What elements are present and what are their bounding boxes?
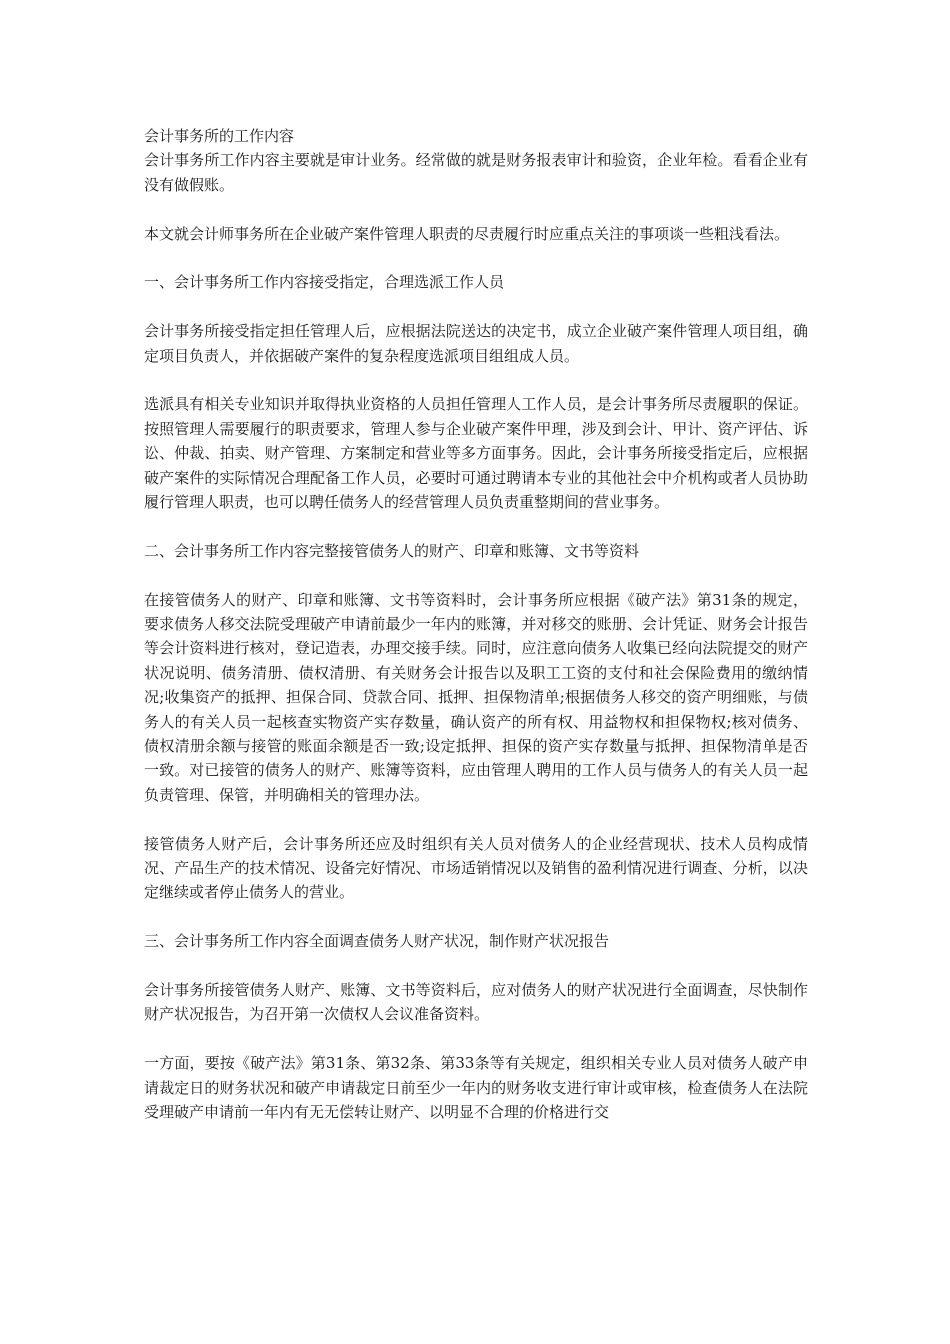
- section-heading-3: 三、会计事务所工作内容全面调查债务人财产状况，制作财产状况报告: [144, 932, 610, 951]
- section-heading-1: 一、会计事务所工作内容接受指定，合理选派工作人员: [144, 273, 505, 292]
- paragraph-1a: 会计事务所接受指定担任管理人后，应根据法院送达的决定书，成立企业破产案件管理人项目组，确定项目负责人，并依据破产案件的复杂程度选派项目组组成人员。: [144, 322, 808, 365]
- paragraph-purpose: 本文就会计师事务所在企业破产案件管理人职责的尽责履行时应重点关注的事项谈一些粗浅看法。: [144, 224, 790, 243]
- document-title: 会计事务所的工作内容: [144, 127, 295, 145]
- paragraph-3b: 一方面，要按《破产法》第31条、第32条、第33条等有关规定，组织相关专业人员对债务人破产申请裁定日的财务状况和破产申请裁定日前至少一年内的财务收支进行审计或审核，检查债务人在法院受理破产申请前一年内有无无偿转让财产、以明显不合理的价格进行交: [144, 1054, 808, 1122]
- section-heading-2: 二、会计事务所工作内容完整接管债务人的财产、印章和账簿、文书等资料: [144, 541, 640, 560]
- document-page: [144, 124, 808, 1125]
- paragraph-2a: 在接管债务人的财产、印章和账簿、文书等资料时，会计事务所应根据《破产法》第31条的规定，要求债务人移交法院受理破产申请前最少一年内的账簿，并对移交的账册、会计凭证、财务会计报告等会计资料进行核对，登记造表，办理交接手续。同时，应注意向债务人收集已经向法院提交的财产状况说明、债务清册、债权清册、有关财务会计报告以及职工工资的支付和社会保险费用的缴纳情况;收集资产的抵押、担保合同、贷款合同、抵押、担保物清单;根据债务人移交的资产明细账，与债务人的有关人员一起核查实物资产实存数量，确认资产的所有权、用益物权和担保物权;核对债务、债权清册余额与接管的账面余额是否一致;设定抵押、担保的资产实存数量与抵押、担保物清单是否一致。对已接管的债务人的财产、账簿等资料，应由管理人聘用的工作人员与债务人的有关人员一起负责管理、保管，并明确相关的管理办法。: [144, 590, 808, 804]
- paragraph-2b: 接管债务人财产后，会计事务所还应及时组织有关人员对债务人的企业经营现状、技术人员构成情况、产品生产的技术情况、设备完好情况、市场适销情况以及销售的盈利情况进行调查、分析，以决定继续或者停止债务人的营业。: [144, 834, 808, 902]
- paragraph-intro: 会计事务所工作内容主要就是审计业务。经常做的就是财务报表审计和验资，企业年检。看看企业有没有做假账。: [144, 151, 808, 194]
- paragraph-1b: 选派具有相关专业知识并取得执业资格的人员担任管理人工作人员，是会计事务所尽责履职的保证。按照管理人需要履行的职责要求，管理人参与企业破产案件甲理，涉及到会计、甲计、资产评估、诉讼、仲裁、拍卖、财产管理、方案制定和营业等多方面事务。因此，会计事务所接受指定后，应根据破产案件的实际情况合理配备工作人员，必要时可通过聘请本专业的其他社会中介机构或者人员协助履行管理人职责，也可以聘任债务人的经营管理人员负责重整期间的营业事务。: [144, 395, 808, 512]
- paragraph-3a: 会计事务所接管债务人财产、账簿、文书等资料后，应对债务人的财产状况进行全面调查，尽快制作财产状况报告，为召开第一次债权人会议准备资料。: [144, 981, 808, 1024]
